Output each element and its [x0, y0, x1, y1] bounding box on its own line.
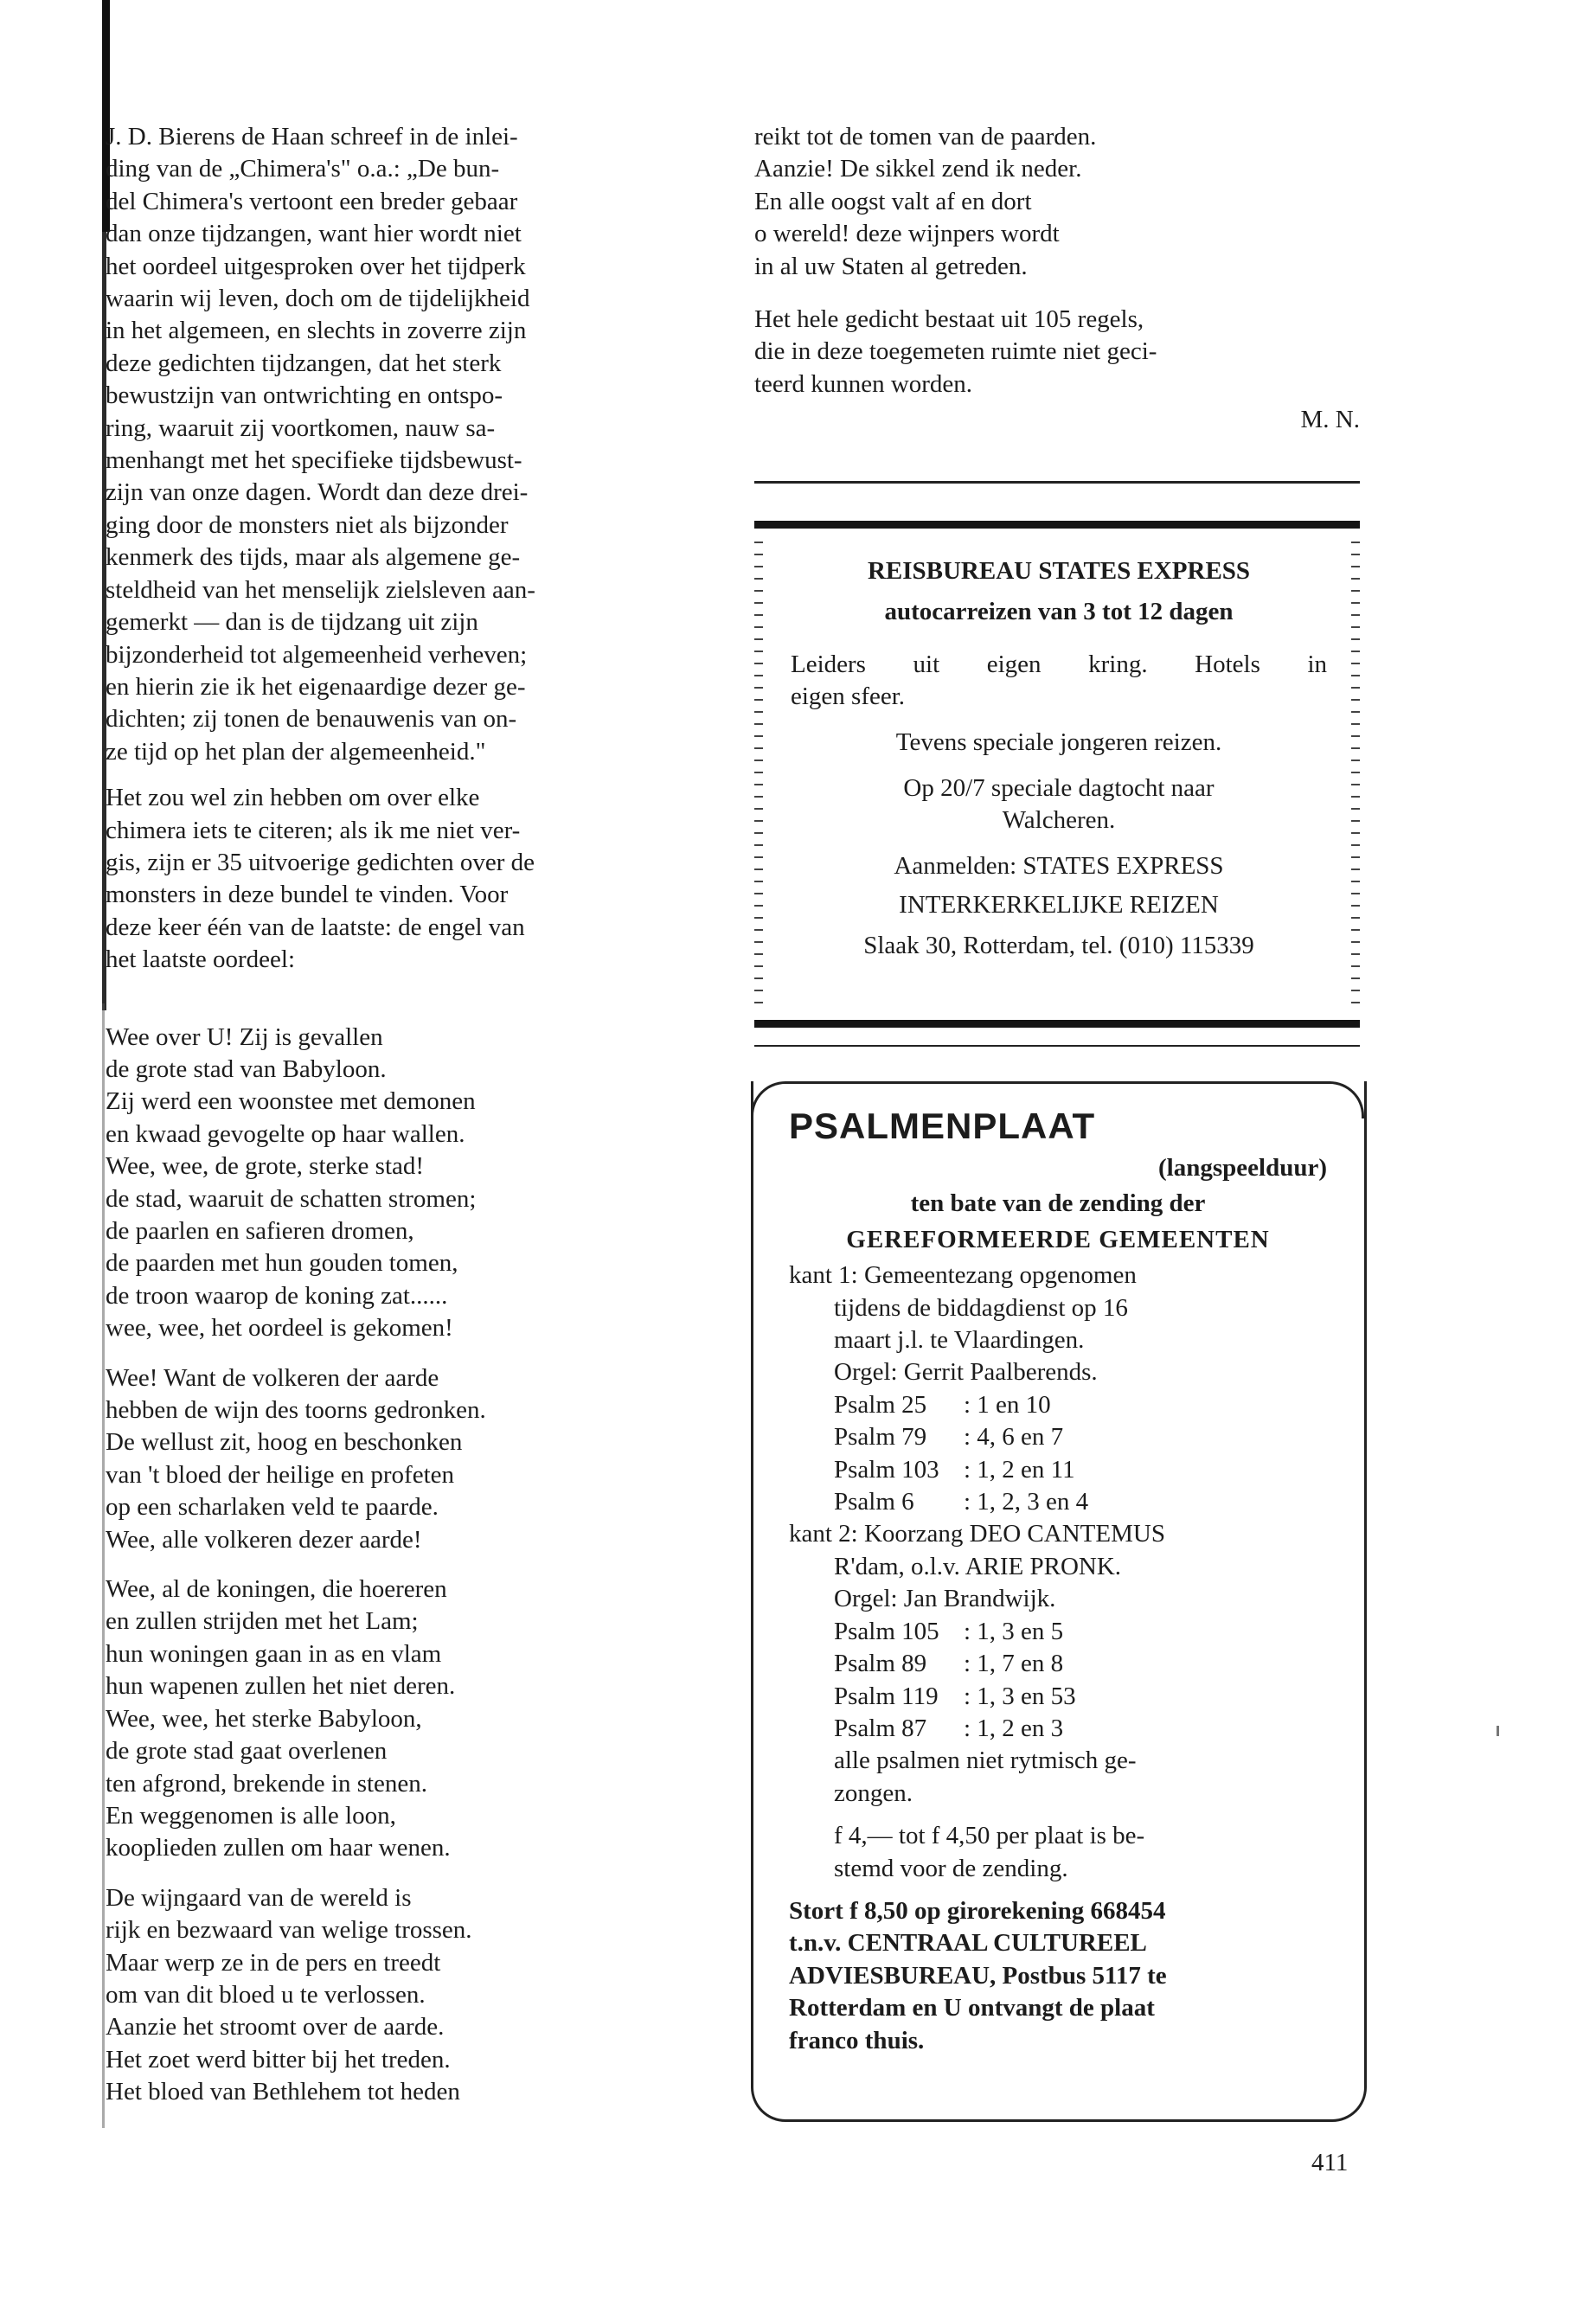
poem-line: om van dit bloed u te verlossen.: [106, 1980, 426, 2009]
poem-line: hun woningen gaan in as en vlam: [106, 1639, 442, 1668]
poem-line: hebben de wijn des toorns gedronken.: [106, 1396, 486, 1425]
psalm-label: Psalm 79: [834, 1423, 927, 1452]
ad-title: REISBUREAU STATES EXPRESS: [867, 557, 1251, 585]
poem-line: De wellust zit, hoog en beschonken: [106, 1428, 463, 1457]
ad-content: [789, 1104, 1327, 2057]
text-line: eigen sfeer.: [791, 683, 906, 710]
ad-border-bottom: [754, 1020, 1360, 1028]
psalm-label: Psalm 25: [834, 1390, 927, 1419]
psalm-label: Psalm 103: [834, 1455, 939, 1484]
psalm-verses: : 1, 3 en 53: [964, 1682, 1076, 1710]
poem-line: de stad, waaruit de schatten stromen;: [106, 1184, 477, 1213]
second-paragraph: [106, 782, 715, 976]
text-line: f 4,— tot f 4,50 per plaat is be-: [834, 1822, 1145, 1850]
ad-subtitle: autocarreizen van 3 tot 12 dagen: [884, 598, 1234, 625]
poem-line: o wereld! deze wijnpers wordt: [754, 220, 1060, 248]
poem-line: wee, wee, het oordeel is gekomen!: [106, 1314, 453, 1343]
text-line: het laatste oordeel:: [106, 945, 296, 974]
poem-line: rijk en bezwaard van welige trossen.: [106, 1916, 472, 1945]
psalm-entry: [789, 1648, 1327, 1680]
poem-line: Het bloed van Bethlehem tot heden: [106, 2078, 460, 2106]
psalm-verses: : 4, 6 en 7: [964, 1423, 1064, 1452]
text-line: Op 20/7 speciale dagtocht naar: [903, 774, 1215, 802]
poem-line: Wee, wee, het sterke Babyloon,: [106, 1704, 422, 1733]
record-advertisement: [751, 1066, 1367, 2123]
text-line: dan onze tijdzangen, want hier wordt niet: [106, 220, 522, 248]
divider: [754, 1045, 1360, 1047]
text-line: Orgel: Gerrit Paalberends.: [834, 1358, 1098, 1387]
psalm-verses: : 1, 3 en 5: [964, 1617, 1064, 1645]
poem-line: Maar werp ze in de pers en treedt: [106, 1948, 441, 1977]
text-line: het oordeel uitgesproken over het tijdperk: [106, 252, 526, 280]
psalm-verses: : 1, 2, 3 en 4: [964, 1488, 1089, 1516]
poem-stanza: [106, 1882, 715, 2109]
ad-text: Tevens speciale jongeren reizen.: [895, 728, 1222, 756]
poem-continuation: [754, 121, 1360, 283]
text-line: dichten; zij tonen de benauwenis van on-: [106, 705, 517, 734]
ad-border-left: [754, 536, 763, 1012]
text-line: in het algemeen, en slechts in zoverre zijn: [106, 317, 527, 345]
left-column: [106, 121, 715, 2126]
psalm-label: Psalm 89: [834, 1650, 927, 1678]
side-two: [789, 1518, 1327, 1810]
psalm-entry: [789, 1454, 1327, 1486]
text-line: steldheid van het menselijk zielsleven aan-: [106, 575, 535, 604]
side-heading: kant 2: Koorzang DEO CANTEMUS: [789, 1520, 1165, 1548]
text-line: maart j.l. te Vlaardingen.: [834, 1326, 1085, 1355]
ad-border-top: [754, 521, 1360, 529]
poem-line: Zij werd een woonstee met demonen: [106, 1087, 476, 1116]
poem-line: de paarlen en safieren dromen,: [106, 1217, 414, 1245]
poem-line: in al uw Staten al getreden.: [754, 252, 1028, 280]
text-line: franco thuis.: [789, 2026, 925, 2054]
poem-line: kooplieden zullen om haar wenen.: [106, 1834, 451, 1862]
text-line: Rotterdam en U ontvangt de plaat: [789, 1994, 1155, 2022]
text-line: ADVIESBUREAU, Postbus 5117 te: [789, 1961, 1167, 1990]
right-column: [754, 121, 1360, 437]
text-line: Leiders uit eigen kring. Hotels in: [791, 651, 1327, 678]
ad-content: [791, 555, 1327, 962]
text-line: deze keer één van de laatste: de engel van: [106, 913, 525, 941]
psalm-label: Psalm 87: [834, 1714, 927, 1742]
psalm-label: Psalm 119: [834, 1682, 939, 1710]
psalm-label: Psalm 6: [834, 1488, 914, 1516]
text-line: del Chimera's vertoont een breder gebaar: [106, 187, 518, 215]
poem-line: Aanzie het stroomt over de aarde.: [106, 2013, 445, 2041]
text-line: Het hele gedicht bestaat uit 105 regels,: [754, 305, 1144, 334]
poem-line: De wijngaard van de wereld is: [106, 1883, 412, 1912]
closing-note: [754, 304, 1360, 401]
poem-stanza: [106, 1362, 715, 1556]
psalm-entry: [789, 1389, 1327, 1421]
text-line: bijzonderheid tot algemeenheid verheven;: [106, 640, 528, 669]
poem-line: En alle oogst valt af en dort: [754, 187, 1032, 215]
scan-mark: [1497, 1726, 1499, 1736]
text-line: monsters in deze bundel te vinden. Voor: [106, 881, 509, 909]
poem-line: van 't bloed der heilige en profeten: [106, 1460, 455, 1489]
text-line: t.n.v. CENTRAAL CULTUREEL: [789, 1929, 1147, 1958]
poem-line: Wee, alle volkeren dezer aarde!: [106, 1525, 422, 1554]
poem-line: Wee! Want de volkeren der aarde: [106, 1363, 439, 1392]
poem-line: en zullen strijden met het Lam;: [106, 1607, 419, 1636]
ad-text: [791, 772, 1327, 836]
text-line: zongen.: [834, 1779, 913, 1807]
ad-address: Slaak 30, Rotterdam, tel. (010) 115339: [863, 932, 1254, 959]
side-heading: kant 1: Gemeentezang opgenomen: [789, 1261, 1137, 1290]
poem-line: ten afgrond, brekende in stenen.: [106, 1769, 428, 1798]
poem-line: Wee, wee, de grote, sterke stad!: [106, 1152, 425, 1181]
poem-line: reikt tot de tomen van de paarden.: [754, 123, 1097, 151]
text-line: menhangt met het specifieke tijdsbewust-: [106, 446, 522, 475]
author-signature: M. N.: [1300, 406, 1360, 434]
psalm-verses: : 1, 2 en 3: [964, 1714, 1064, 1742]
poem-line: en kwaad gevogelte op haar wallen.: [106, 1119, 465, 1148]
text-line: alle psalmen niet rytmisch ge-: [834, 1747, 1137, 1775]
travel-advertisement: [754, 521, 1360, 1028]
margin-rule: [102, 1003, 105, 2128]
psalm-entry: [789, 1681, 1327, 1713]
ad-text: [791, 649, 1327, 713]
intro-paragraph: [106, 121, 715, 768]
poem-line: de troon waarop de koning zat......: [106, 1281, 448, 1310]
text-line: tijdens de biddagdienst op 16: [834, 1293, 1128, 1322]
order-instructions: [789, 1895, 1327, 2057]
text-line: deze gedichten tijdzangen, dat het sterk: [106, 349, 502, 377]
text-line: Orgel: Jan Brandwijk.: [834, 1585, 1056, 1613]
ad-title: PSALMENPLAAT: [789, 1106, 1096, 1146]
text-line: J. D. Bierens de Haan schreef in de inlei-: [106, 123, 518, 151]
psalm-verses: : 1, 2 en 11: [964, 1455, 1075, 1484]
text-line: ging door de monsters niet als bijzonder: [106, 510, 509, 539]
psalm-verses: : 1, 7 en 8: [964, 1650, 1064, 1678]
text-line: chimera iets te citeren; als ik me niet ver-: [106, 816, 521, 844]
psalm-entry: [789, 1421, 1327, 1453]
psalm-label: Psalm 105: [834, 1617, 939, 1645]
text-line: stemd voor de zending.: [834, 1854, 1068, 1882]
price-note: [789, 1820, 1327, 1885]
psalm-entry: [789, 1713, 1327, 1745]
ad-frame-top: [785, 1081, 1330, 1084]
text-line: ding van de „Chimera's" o.a.: „De bun-: [106, 155, 500, 183]
text-line: waarin wij leven, doch om de tijdelijkheid: [106, 285, 530, 313]
poem-line: Wee over U! Zij is gevallen: [106, 1022, 383, 1051]
poem-line: Wee, al de koningen, die hoereren: [106, 1575, 447, 1604]
text-line: Walcheren.: [1002, 806, 1116, 834]
poem: [106, 1022, 715, 2109]
text-line: kenmerk des tijds, maar als algemene ge-: [106, 543, 521, 572]
poem-line: Aanzie! De sikkel zend ik neder.: [754, 155, 1082, 183]
text-line: bewustzijn van ontwrichting en ontspo-: [106, 381, 503, 410]
text-line: Het zou wel zin hebben om over elke: [106, 784, 480, 812]
text-line: die in deze toegemeten ruimte niet geci-: [754, 337, 1157, 366]
divider: [754, 481, 1360, 484]
ad-border-right: [1351, 536, 1360, 1012]
text-line: ze tijd op het plan der algemeenheid.": [106, 737, 486, 766]
psalm-entry: [789, 1486, 1327, 1518]
ad-line: GEREFORMEERDE GEMEENTEN: [846, 1225, 1270, 1253]
poem-stanza: [106, 1022, 715, 1345]
poem-line: Het zoet werd bitter bij het treden.: [106, 2045, 451, 2073]
ad-subtitle: (langspeelduur): [1158, 1154, 1327, 1182]
psalm-entry: [789, 1616, 1327, 1648]
text-line: gis, zijn er 35 uitvoerige gedichten over de: [106, 848, 535, 876]
text-line: Aanmelden: STATES EXPRESS: [894, 852, 1224, 880]
side-one: [789, 1259, 1327, 1518]
text-line: en hierin zie ik het eigenaardige dezer ge-: [106, 672, 526, 701]
text-line: zijn van onze dagen. Wordt dan deze drei-: [106, 478, 529, 507]
poem-line: En weggenomen is alle loon,: [106, 1801, 396, 1830]
ad-text: [791, 850, 1327, 921]
poem-line: de grote stad gaat overlenen: [106, 1737, 388, 1766]
psalm-verses: : 1 en 10: [964, 1390, 1051, 1419]
poem-line: hun wapenen zullen het niet deren.: [106, 1672, 456, 1701]
text-line: teerd kunnen worden.: [754, 369, 973, 398]
ad-line: ten bate van de zending der: [910, 1189, 1206, 1218]
page-number: 411: [1311, 2149, 1349, 2176]
text-line: INTERKERKELIJKE REIZEN: [899, 891, 1219, 919]
text-line: R'dam, o.l.v. ARIE PRONK.: [834, 1552, 1122, 1580]
text-line: gemerkt — dan is de tijdzang uit zijn: [106, 608, 478, 637]
poem-stanza: [106, 1574, 715, 1865]
text-line: Stort f 8,50 op girorekening 668454: [789, 1896, 1166, 1925]
poem-line: de grote stad van Babyloon.: [106, 1054, 387, 1083]
text-line: ring, waaruit zij voortkomen, nauw sa-: [106, 413, 496, 442]
poem-line: de paarden met hun gouden tomen,: [106, 1249, 458, 1278]
poem-line: op een scharlaken veld te paarde.: [106, 1493, 439, 1522]
